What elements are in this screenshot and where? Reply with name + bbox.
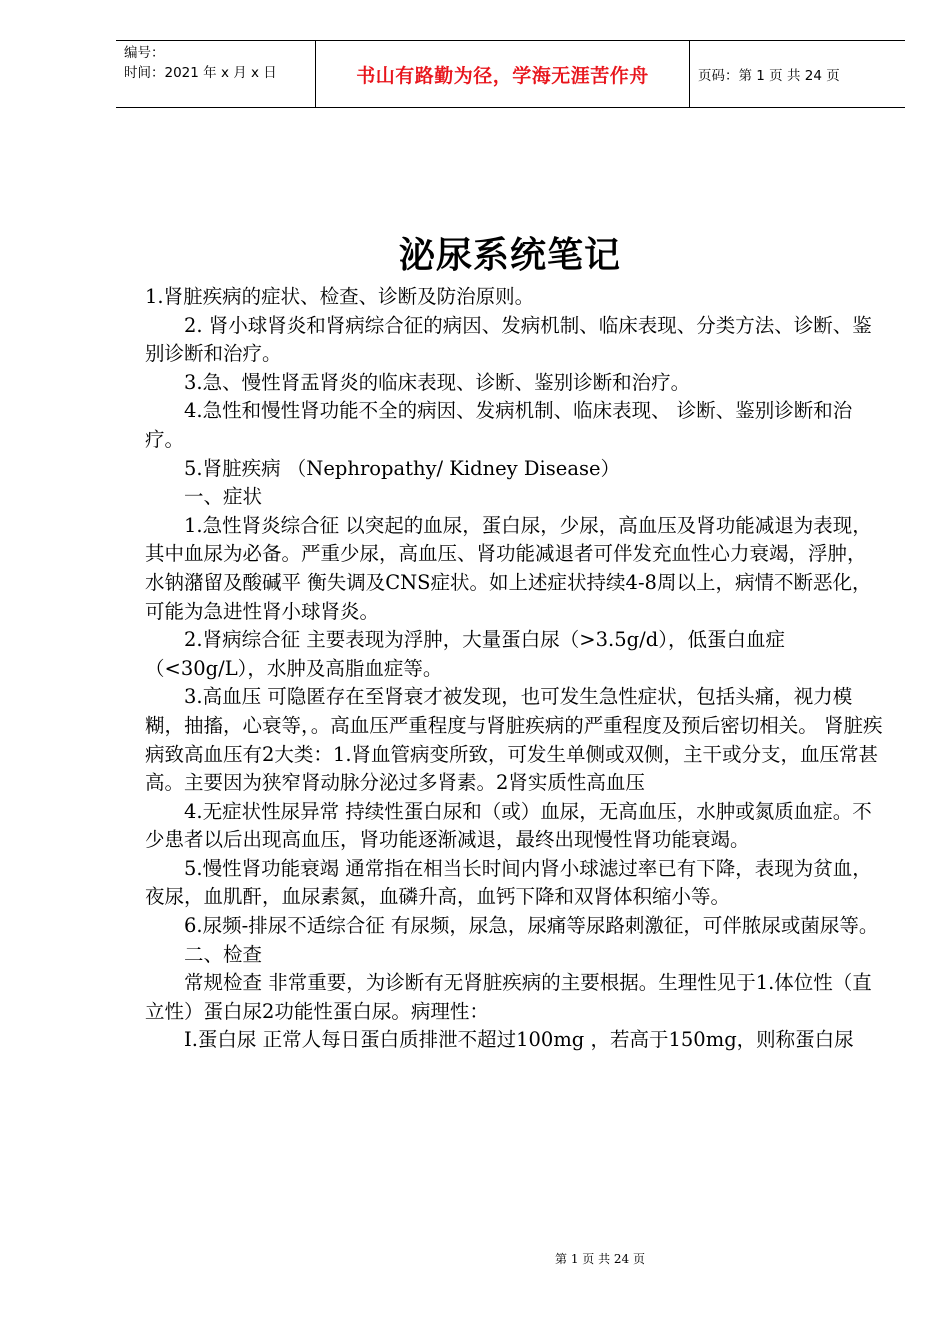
- page-footer: 第 1 页 共 24 页: [555, 1252, 645, 1266]
- section-heading: 二、检查: [184, 942, 263, 966]
- paragraph: 常规检查 非常重要，为诊断有无肾脏疾病的主要根据。生理性见于1.体位性（直立性）蛋白尿2功能性蛋白尿。病理性：: [145, 971, 872, 1023]
- paragraph: 1.急性肾炎综合征 以突起的血尿，蛋白尿，少尿，高血压及肾功能减退为表现，其中血尿为必备。严重少尿，高血压、肾功能减退者可伴发充血性心力衰竭，浮肿，水钠潴留及酸碱平 衡失调及CNS症状。如上述症状持续4-8周以上，病情不断恶化，可能为急进性肾小球肾炎。: [145, 513, 872, 623]
- header-table: [116, 40, 905, 108]
- motto: 书山有路勤为径，学海无涯苦作舟: [315, 41, 690, 107]
- time-label: 时间：2021 年 x 月 x 日: [124, 65, 277, 81]
- section-heading: 一、症状: [184, 485, 263, 509]
- document-title: 泌尿系统笔记: [398, 234, 621, 276]
- paragraph: Ⅰ.蛋白尿 正常人每日蛋白质排泄不超过100mg ，若高于150mg，则称蛋白尿: [184, 1028, 854, 1052]
- paragraph: 2. 肾小球肾炎和肾病综合征的病因、发病机制、临床表现、分类方法、诊断、鉴别诊断和治疗。: [145, 313, 872, 366]
- header-meta: [116, 41, 315, 107]
- paragraph: 5.慢性肾功能衰竭 通常指在相当长时间内肾小球滤过率已有下降，表现为贫血，夜尿，血肌酐，血尿素氮，血磷升高，血钙下降和双肾体积缩小等。: [145, 856, 872, 909]
- paragraph: 3.急、慢性肾盂肾炎的临床表现、诊断、鉴别诊断和治疗。: [184, 370, 691, 394]
- number-label: 编号：: [124, 45, 165, 61]
- document-body: [145, 283, 885, 1055]
- paragraph: 3.高血压 可隐匿存在至肾衰才被发现，也可发生急性症状，包括头痛，视力模糊，抽搐，心衰等，。高血压严重程度与肾脏疾病的严重程度及预后密切相关。 肾脏疾病致高血压有2大类：1.肾血管病变所致，可发生单侧或双侧，主干或分支，血压常甚高。主要因为狭窄肾动脉分泌过多肾素。2肾实质性高血压: [145, 685, 883, 795]
- paragraph: 1.肾脏疾病的症状、检查、诊断及防治原则。: [145, 285, 535, 308]
- paragraph: 2.肾病综合征 主要表现为浮肿，大量蛋白尿（>3.5g/d），低蛋白血症（<30g/L），水肿及高脂血症等。: [145, 628, 785, 680]
- paragraph: 5.肾脏疾病 （Nephropathy/ Kidney Disease）: [184, 456, 620, 480]
- page-info: 页码：第 1 页 共 24 页: [698, 68, 840, 84]
- paragraph: 4.急性和慢性肾功能不全的病因、发病机制、临床表现、 诊断、鉴别诊断和治疗。: [145, 399, 853, 451]
- paragraph: 4.无症状性尿异常 持续性蛋白尿和（或）血尿，无高血压，水肿或氮质血症。不少患者以后出现高血压，肾功能逐渐减退，最终出现慢性肾功能衰竭。: [145, 799, 872, 852]
- paragraph: 6.尿频-排尿不适综合征 有尿频，尿急，尿痛等尿路刺激征，可伴脓尿或菌尿等。: [184, 914, 879, 938]
